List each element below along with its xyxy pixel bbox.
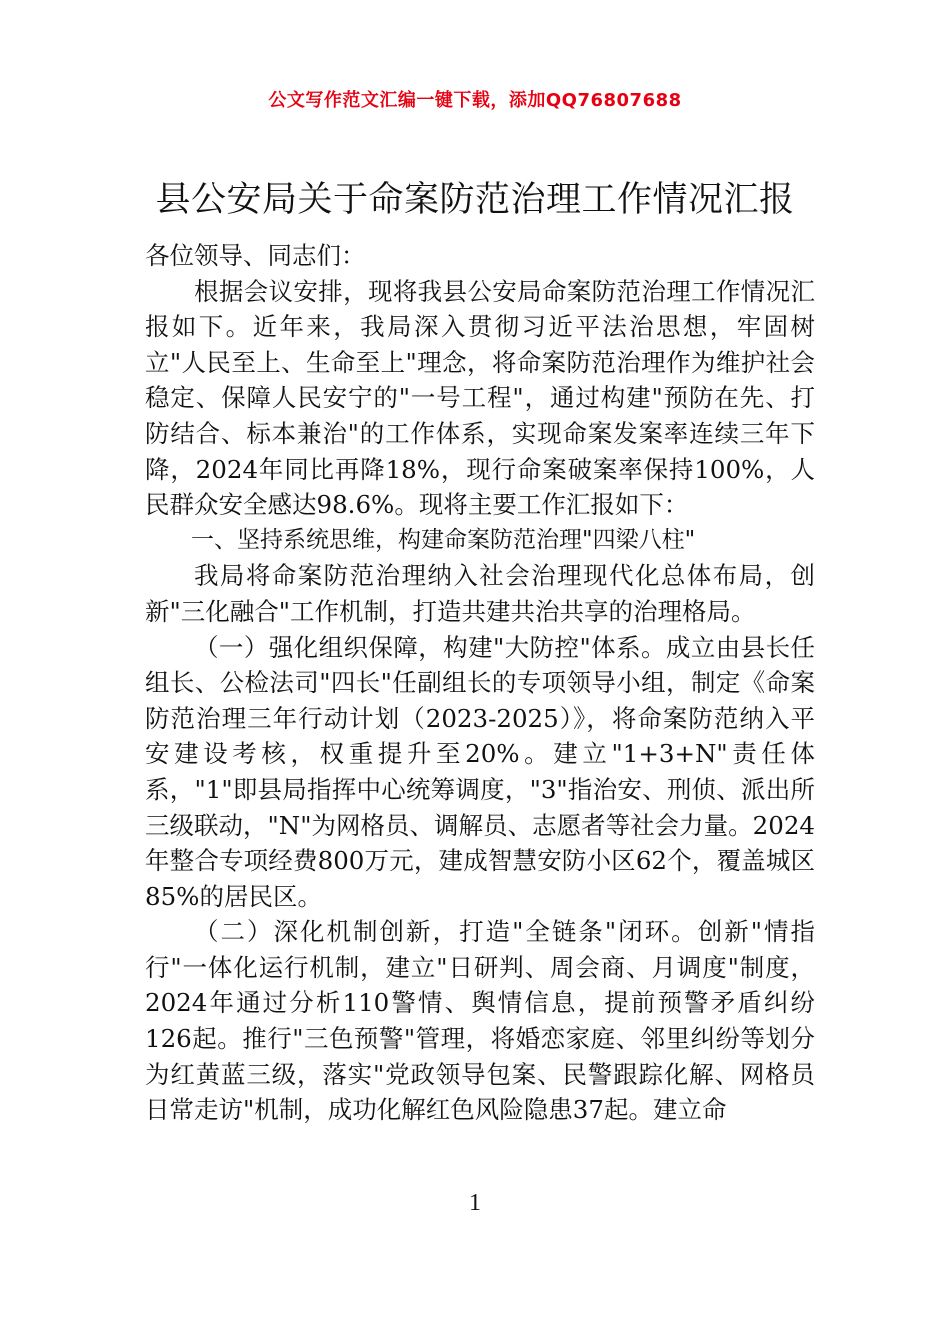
document-body [145, 238, 815, 1128]
download-notice: 公文写作范文汇编一键下载，添加QQ76807688 [268, 90, 682, 111]
paragraph-intro: 根据会议安排，现将我县公安局命案防范治理工作情况汇报如下。近年来，我局深入贯彻习近平法治思想，牢固树立"人民至上、生命至上"理念，将命案防范治理作为维护社会稳定、保障人民安宁的"一号工程"，通过构建"预防在先、打防结合、标本兼治"的工作体系，实现命案发案率连续三年下降，2024年同比再降18%，现行命案破案率保持100%，人民群众安全感达98.6%。现将主要工作汇报如下： [145, 276, 815, 520]
salutation: 各位领导、同志们： [145, 241, 366, 270]
section-heading-1: 一、坚持系统思维，构建命案防范治理"四梁八柱" [191, 526, 696, 553]
paragraph-subsection-2: （二）深化机制创新，打造"全链条"闭环。创新"情指行"一体化运行机制，建立"日研判、周会商、月调度"制度，2024年通过分析110警情、舆情信息，提前预警矛盾纠纷126起。推行"三色预警"管理，将婚恋家庭、邻里纠纷等划分为红黄蓝三级，落实"党政领导包案、民警跟踪化解、网格员日常走访"机制，成功化解红色风险隐患37起。建立命 [145, 917, 815, 1125]
document-title: 县公安局关于命案防范治理工作情况汇报 [155, 180, 795, 220]
page-number: 1 [469, 1190, 481, 1216]
paragraph-subsection-1: （一）强化组织保障，构建"大防控"体系。成立由县长任组长、公检法司"四长"任副组长的专项领导小组，制定《命案防范治理三年行动计划（2023-2025）》，将命案防范纳入平安建设考核，权重提升至20%。建立"1+3+N"责任体系，"1"即县局指挥中心统筹调度，"3"指治安、刑侦、派出所三级联动，"N"为网格员、调解员、志愿者等社会力量。2024年整合专项经费800万元，建成智慧安防小区62个，覆盖城区85%的居民区。 [145, 632, 815, 911]
paragraph-section-1-lead: 我局将命案防范治理纳入社会治理现代化总体布局，创新"三化融合"工作机制，打造共建共治共享的治理格局。 [145, 561, 815, 626]
